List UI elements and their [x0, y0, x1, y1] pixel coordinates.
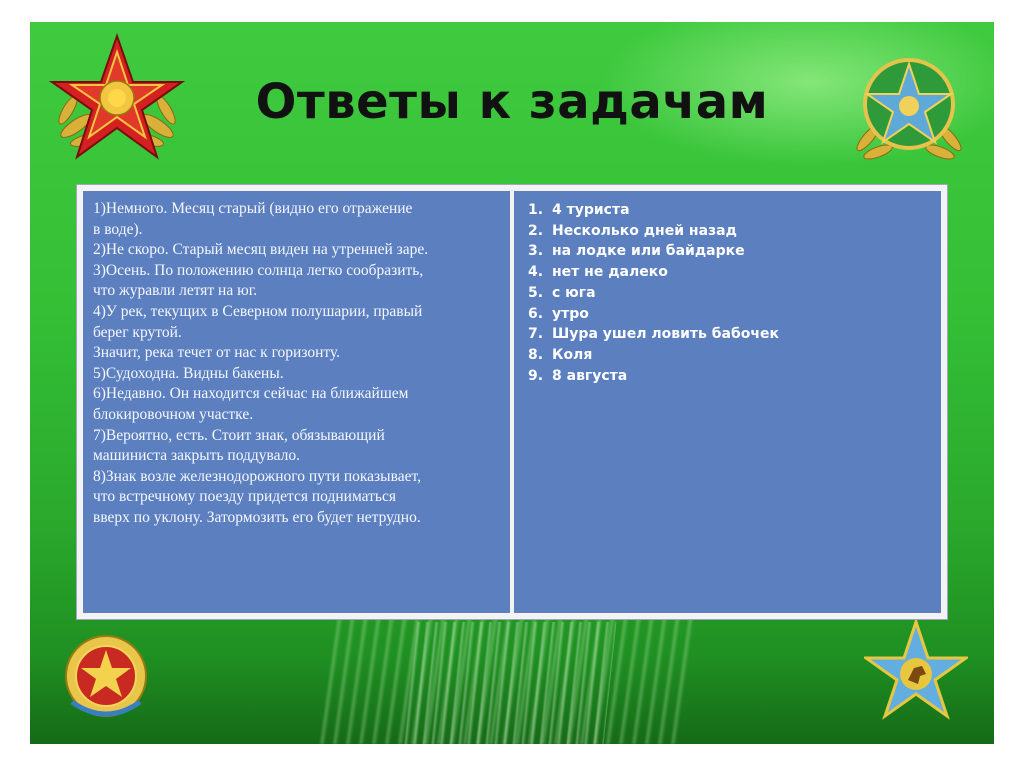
answer-item [528, 283, 931, 304]
short-answers-cell [514, 191, 941, 613]
answer-item [528, 324, 931, 345]
answer-number: 2. [528, 222, 544, 239]
answer-text: нет не далеко [552, 264, 668, 281]
explanation-line: 1)Немного. Месяц старый (видно его отражение [93, 200, 413, 217]
answer-item [528, 262, 931, 283]
answer-item [528, 304, 931, 325]
explanation-line: 4)У рек, текущих в Северном полушарии, правый [93, 302, 423, 320]
answer-number: 5. [528, 284, 544, 301]
answer-item [528, 366, 931, 387]
explanation-line: что журавли летят на юг. [93, 282, 258, 300]
answer-number: 4. [528, 264, 544, 281]
answer-text: 4 туриста [552, 202, 630, 218]
round-army-emblem-icon [58, 628, 154, 724]
explanation-line: что встречному поезду придется подниматься [93, 488, 396, 506]
explanation-line: вверх по уклону. Затормозить его будет нетрудно. [93, 508, 421, 526]
answer-text: Коля [552, 346, 593, 363]
answer-item [528, 345, 931, 366]
answer-text: утро [552, 305, 589, 322]
answer-item [528, 221, 931, 242]
blue-star-horseman-emblem-icon [864, 618, 968, 722]
slide [30, 22, 994, 744]
explanation-line: 5)Судоходна. Видны бакены. [93, 364, 284, 382]
answer-number: 8. [528, 346, 544, 363]
explanation-line: блокировочном участке. [93, 405, 254, 423]
explanation-line: берег крутой. [93, 323, 182, 341]
explanation-line: Значит, река течет от нас к горизонту. [93, 344, 341, 362]
explanations-cell [83, 191, 510, 613]
explanation-line: 3)Осень. По положению солнца легко сообразить, [93, 261, 424, 279]
answer-item [528, 241, 931, 262]
answer-number: 6. [528, 305, 544, 322]
answer-number: 7. [528, 326, 544, 343]
answers-table [76, 184, 948, 620]
explanation-line: 2)Не скоро. Старый месяц виден на утренней заре. [93, 241, 429, 259]
answer-text: на лодке или байдарке [552, 243, 745, 260]
answer-number: 1. [528, 202, 544, 218]
explanation-line: 8)Знак возле железнодорожного пути показывает, [93, 467, 421, 485]
light-streaks-highlight [404, 622, 617, 744]
answer-text: Несколько дней назад [552, 222, 737, 239]
answer-text: 8 августа [552, 367, 628, 384]
answer-text: с юга [552, 284, 596, 301]
answer-item [528, 200, 931, 221]
page-title: Ответы к задачам [255, 74, 769, 130]
explanation-line: машиниста закрыть поддувало. [93, 447, 301, 465]
answer-number: 3. [528, 243, 544, 260]
explanation-line: в воде). [93, 220, 143, 238]
explanation-line: 7)Вероятно, есть. Стоит знак, обязывающий [93, 426, 385, 444]
explanation-line: 6)Недавно. Он находится сейчас на ближайшем [93, 385, 409, 403]
answer-text: Шура ушел ловить бабочек [552, 326, 779, 343]
answer-number: 9. [528, 367, 544, 384]
